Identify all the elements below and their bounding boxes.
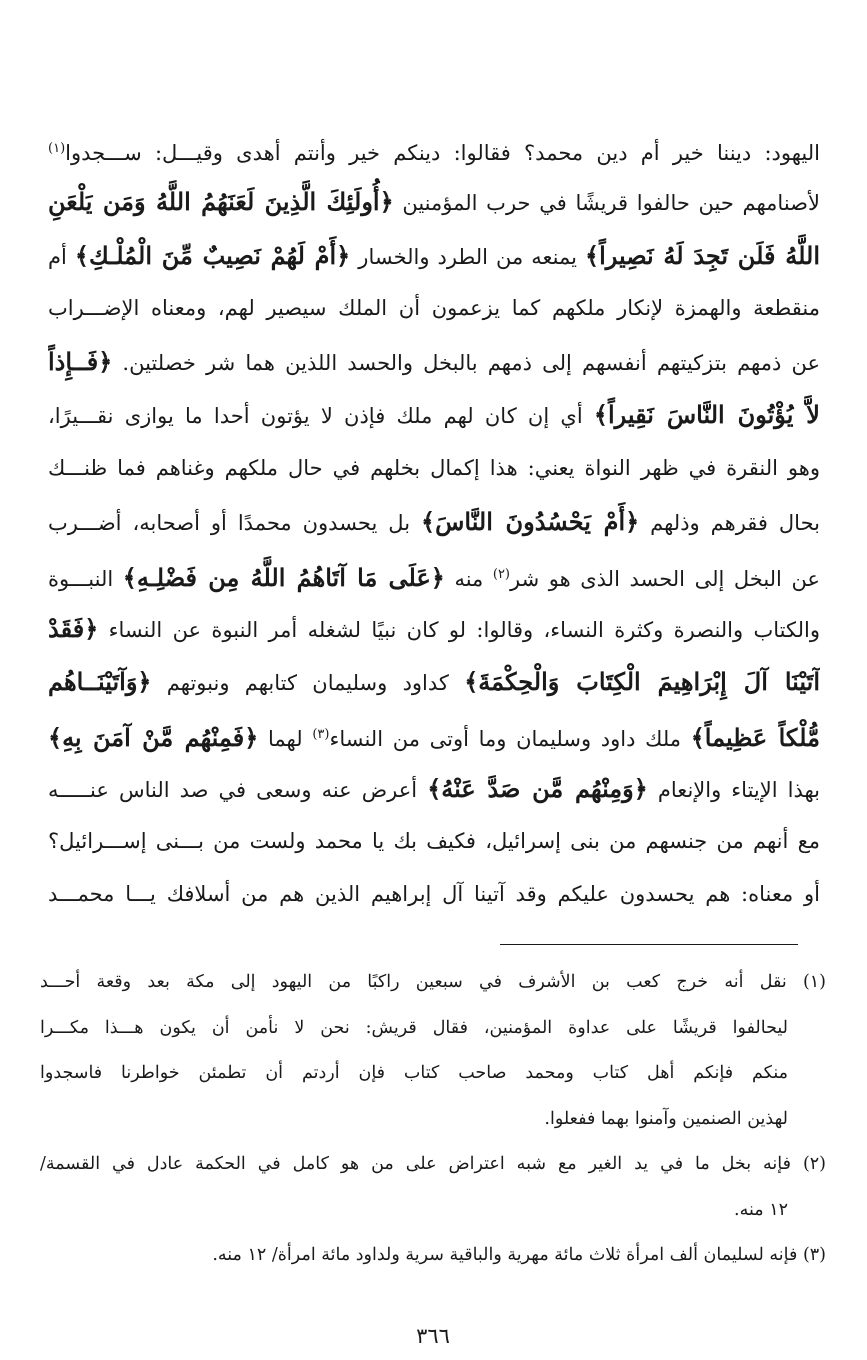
quran-verse: ﴿أَمْ يَحْسُدُونَ النَّاسَ﴾ [421,507,640,537]
footnote-2 [40,1142,826,1188]
quran-verse: ﴿وَمِنْهُم مَّن صَدَّ عَنْهُ﴾ [427,773,648,803]
footnote-3 [40,1233,826,1279]
footnote-number: (١) [802,972,826,992]
line-text: لأصنامهم حين حالفوا قريشًا في حرب المؤمنين [402,191,820,216]
line-text: أي إن كان لهم ملك فإذن لا يؤتون أحدا ما يوازى نقـــيرًا، [48,404,583,429]
footnote-text: نقل أنه خرج كعب بن الأشرف في سبعين راكبًا من اليهود إلى مكة بعد وقعة أحـــد [40,972,787,992]
line-text: مع أنهم من جنسهم من بنى إسرائيل، فكيف بك يا محمد ولست من بـــنى إســـرائيل؟ [48,828,820,853]
quran-verse: لاَّ يُؤْتُونَ النَّاسَ نَقِيراً﴾ [593,400,820,430]
text-line-6 [48,388,820,441]
text-line-4 [48,282,820,335]
footnote-1-line-4 [40,1097,826,1143]
quran-verse: آتَيْنَا آلَ إِبْرَاهِيمَ الْكِتَابَ وَالْحِكْمَةَ﴾ [464,666,820,696]
footnote-1-line-2 [40,1006,826,1052]
line-text: بهذا الإيتاء والإنعام [657,777,820,802]
text-line-13 [48,762,820,815]
footnote-text: منكم فإنكم أهل كتاب ومحمد صاحب كتاب فإن أردتم أن تطمئن خواطرنا فاسجدوا [40,1063,788,1083]
footnote-number: (٢) [802,1154,826,1174]
footnote-text: فإنه بخل ما في يد الغير مع شبه اعتراض على من هو كامل في الحكمة عادل في القسمة/ [40,1154,791,1174]
quran-verse: مُّلْكاً عَظِيماً﴾ [690,723,820,753]
line-text: أو معناه: هم يحسدون عليكم وقد آتينا آل إبراهيم الذين هم من أسلافك يـــا محمـــد [48,882,820,907]
line-text: عن ذمهم بتزكيتهم أنفسهم إلى ذمهم بالبخل والحسد اللذين هما شر خصلتين. [122,351,820,376]
text-line-9 [48,548,820,601]
line-text: أم [48,244,67,269]
text-line-7 [48,442,820,495]
text-line-15 [48,868,820,921]
footnote-divider [500,944,798,945]
footnote-1-line-3 [40,1051,826,1097]
footnote-number: (٣) [802,1245,826,1265]
line-text: والكتاب والنصرة وكثرة النساء، وقالوا: لو كان نبيًا لشغله أمر النبوة عن النساء [108,617,820,642]
text-line-8 [48,495,820,548]
quran-verse: ﴿أَمْ لَهُمْ نَصِيبٌ مِّنَ الْمُلْـكِ﴾ [74,240,351,270]
line-text: ملك داود وسليمان وما أوتى من النساء [329,727,682,752]
line-text: عن البخل إلى الحسد الذى هو شر [510,567,820,592]
text-line-3 [48,229,820,282]
footnote-ref-3[interactable]: (٣) [312,727,330,743]
footnote-1 [40,960,826,1006]
footnote-text: فإنه لسليمان ألف امرأة ثلاث مائة مهرية والباقية سرية ولداود مائة امرأة/ ١٢ منه. [212,1245,798,1265]
text-line-1 [48,122,820,175]
footnote-ref-2[interactable]: (٢) [492,567,510,583]
footnotes-block [40,960,826,1279]
line-text: بل يحسدون محمدًا أو أصحابه، أضـــرب [48,511,411,536]
line-text: يمنعه من الطرد والخسار [358,244,577,269]
quran-verse: ﴿فَمِنْهُم مَّنْ آمَنَ بِهِ﴾ [48,723,259,753]
line-text: منقطعة والهمزة لإنكار ملكهم كما يزعمون أن الملك سيصير لهم، ومعناه الإضـــراب [48,295,820,320]
line-text: أعرض عنه وسعى في صد الناس عنـــــه [48,777,418,802]
text-line-2 [48,175,820,228]
quran-verse: ﴿وَآتَيْنَــاهُم [48,666,152,696]
quran-verse: ﴿عَلَى مَا آتَاهُمُ اللَّهُ مِن فَضْلِـهِ﴾ [122,563,445,593]
line-text: بحال فقرهم وذلهم [650,511,820,536]
line-text: لهما [268,727,303,752]
footnote-text: لهذين الصنمين وآمنوا بهما ففعلوا. [544,1108,788,1129]
line-text: وهو النقرة في ظهر النواة يعني: هذا إكمال بخلهم في حال ملكهم وغناهم فما ظنـــك [48,455,820,480]
line-text: منه [454,567,484,592]
line-text: كداود وسليمان كتابهم ونبوتهم [166,670,449,695]
line-text: اليهود: ديننا خير أم دين محمد؟ فقالوا: دينكم خير وأنتم أهدى وقيـــل: ســـجدوا [65,141,820,165]
quran-verse: ﴿فَقَدْ [48,613,99,643]
text-line-10 [48,602,820,655]
footnote-2-line-2 [40,1188,826,1234]
footnote-ref-1[interactable]: (١) [48,141,66,156]
page-number: ٣٦٦ [416,1324,450,1348]
footnote-text: ليحالفوا قريشًا على عداوة المؤمنين، فقال قريش: نحن لا نأمن أن يكون هـــذا مكـــرا [40,1017,788,1038]
text-line-5 [48,335,820,388]
main-text-block [48,122,820,921]
quran-verse: ﴿فَــإِذاً [48,347,113,377]
footnote-text: ١٢ منه. [734,1199,788,1220]
text-line-11 [48,655,820,708]
text-line-12 [48,708,820,761]
text-line-14 [48,815,820,868]
quran-verse: ﴿أُولَئِكَ الَّذِينَ لَعَنَهُمُ اللَّهُ وَمَن يَلْعَنِ [48,187,394,217]
quran-verse: اللَّهُ فَلَن تَجِدَ لَهُ نَصِيراً﴾ [585,240,820,270]
line-text: النبـــوة [48,567,114,592]
